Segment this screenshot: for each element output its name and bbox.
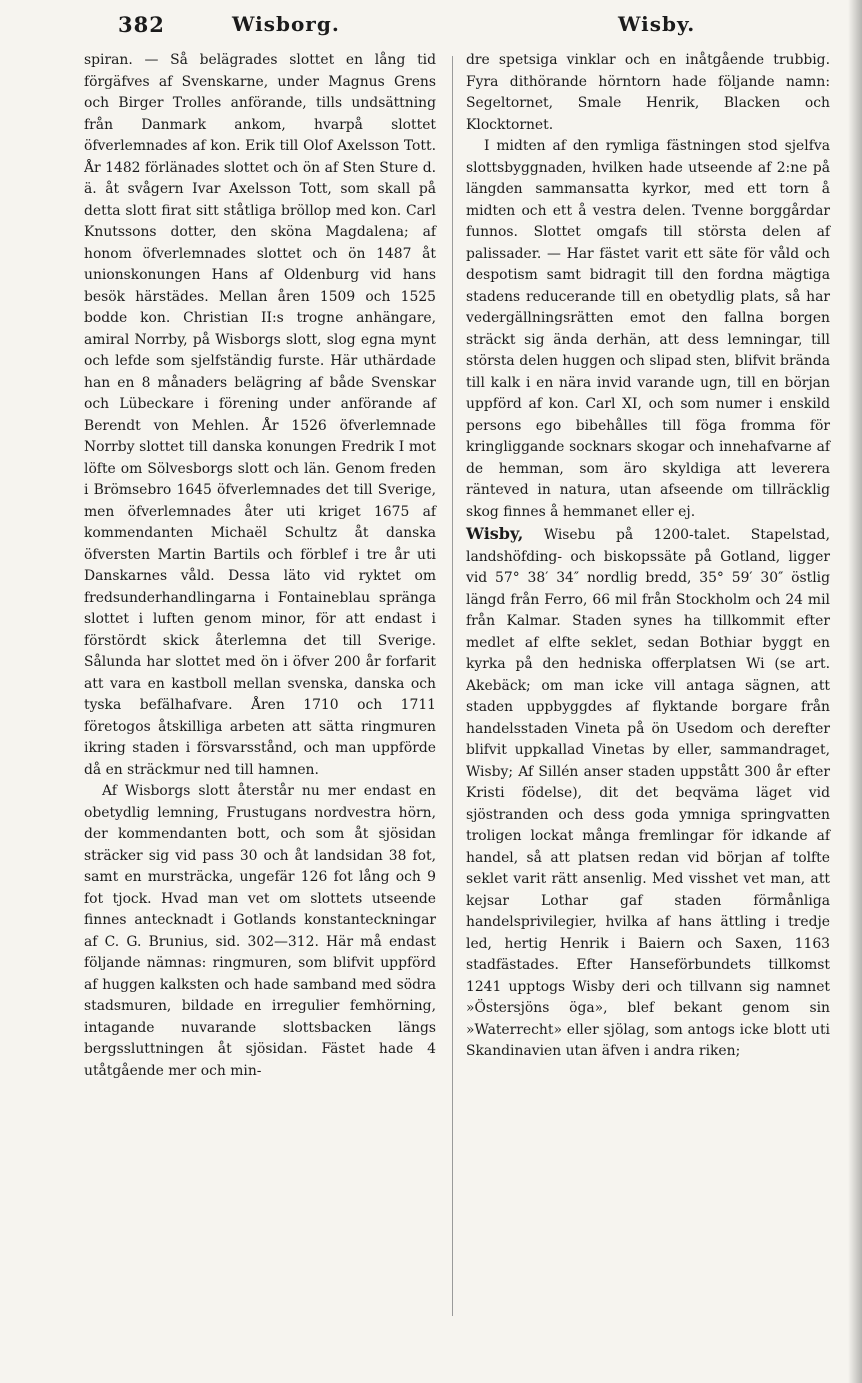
page-number: 382 [118, 12, 165, 37]
running-header [0, 12, 862, 40]
page-edge-shadow [848, 0, 862, 1383]
right-paragraph-2: I midten af den rymliga fästningen stod sjelfva slottsbyggnaden, hvilken hade utseende af 2:ne på längden sammansatta kyrkor, med ett torn å midten och ett å vestra delen. Tvenne borggårdar funnos. Slottet omgafs till största delen af palissader. — Har fästet varit ett säte för våld och despotism samt bidragit till den fordna mägtiga stadens reducerande till en obetydlig plats, så har vedergällningsrätten emot den fallna borgen sträckt sig ända derhän, att dess lemningar, till största delen huggen och slipad sten, blifvit brända till kalk i en nära invid varande ugn, till en början uppförd af kon. Carl XI, och som numer i enskild persons ego bibehålles till föga fromma för kringliggande socknars skogar och innehafvarne af de hemman, som äro skyldiga att leverera ränteved in natura, utan afseende om tillräcklig skog finnes å hemmanet eller ej. [466, 138, 830, 520]
left-column [84, 50, 436, 1082]
right-column [466, 50, 830, 1063]
column-divider [452, 56, 453, 1316]
left-paragraph-2: Af Wisborgs slott återstår nu mer endast en obetydlig lemning, Frustugans nordvestra hörn, der kommendanten bott, och som åt sjösidan sträcker sig vid pass 30 och åt landsidan 38 fot, samt en mursträcka, ungefär 126 fot lång och 9 fot tjock. Hvad man vet om slottets utseende finnes antecknadt i Gotlands konstanteckningar af C. G. Brunius, sid. 302—312. Här må endast följande nämnas: ringmuren, som blifvit uppförd af huggen kalksten och hade samband med södra stadsmuren, bildade en irregulier femhörning, intagande nuvarande slottsbacken längs bergssluttningen åt sjösidan. Fästet hade 4 utåtgående mer och min- [84, 783, 436, 1079]
right-running-head: Wisby. [618, 12, 696, 36]
entry-headword: Wisby, [466, 524, 524, 543]
wisby-entry [466, 523, 830, 1063]
left-running-head: Wisborg. [232, 12, 340, 36]
entry-text: Wisebu på 1200-talet. Stapelstad, landshöfding- och biskopssäte på Gotland, ligger vid 57° 38′ 34″ nordlig bredd, 35° 59′ 30″ östlig längd från Ferro, 66 mil från Stockholm och 24 mil från Kalmar. Staden synes ha tillkommit efter medlet af elfte seklet, sedan Bothiar byggt en kyrka på den hedniska offerplatsen Wi (se art. Akebäck; om man icke vill antaga sägnen, att staden uppbyggdes af flyktande borgare från handelsstaden Vineta på ön Usedom och derefter blifvit uppkallad Vinetas by eller, sammandraget, Wisby; Af Sillén anser staden uppstått 300 år efter Kristi födelse), dit det beqväma läget vid sjöstranden och dess goda ymniga springvatten troligen lockat många fremlingar för idkande af handel, så att platsen redan vid början af tolfte seklet varit rätt ansenlig. Med visshet vet man, att kejsar Lothar gaf staden förmånliga handelsprivilegier, hvilka af hans ättling i tredje led, hertig Henrik i Baiern och Saxen, 1163 stadfästades. Efter Hanseförbundets tillkomst 1241 upptogs Wisby deri och tillvann sig namnet »Östersjöns öga», blef bekant genom sin »Waterrecht» eller sjölag, som antogs icke blott uti Skandinavien utan äfven i andra riken; [466, 527, 830, 1059]
left-paragraph-1: spiran. — Så belägrades slottet en lång tid förgäfves af Svenskarne, under Magnus Grens och Birger Trolles anförande, tills undsättning från Danmark ankom, hvarpå slottet öfverlemnades af kon. Erik till Olof Axelsson Tott. År 1482 förlänades slottet och ön af Sten Sture d. ä. åt svågern Ivar Axelsson Tott, som skall på detta slott firat sitt ståtliga bröllop med kon. Carl Knutssons dotter, den sköna Magdalena; af honom öfverlemnades slottet och ön 1487 åt unionskonungen Hans af Oldenburg vid hans besök härstädes. Mellan åren 1509 och 1525 bodde kon. Christian II:s trogne anhängare, amiral Norrby, på Wisborgs slott, slog egna mynt och lefde som sjelfständig furste. Här uthärdade han en 8 månaders belägring af både Svenskar och Lübeckare i förening under anförande af Berendt von Mehlen. År 1526 öfverlemnade Norrby slottet till danska konungen Fredrik I mot löfte om Sölvesborgs slott och län. Genom freden i Brömsebro 1645 öfverlemnades det till Sverige, men öfverlemnades åter uti kriget 1675 af kommendanten Michaël Schultz åt danska öfversten Martin Bartils och förblef i tre år uti Danskarnes våld. Dessa läto vid ryktet om fredsunderhandlingarna i Fontaineblau spränga slottet i luften genom minor, för att endast i förstördt skick återlemna det till Sverige. Sålunda har slottet med ön i öfver 200 år forfarit att vara en kastboll mellan svenska, danska och tyska befälhafvare. Åren 1710 och 1711 företogos åtskilliga arbeten att sätta ringmuren ikring staden i försvarsstånd, och man uppförde då en sträckmur ned till hamnen. [84, 52, 436, 778]
right-paragraph-1: dre spetsiga vinklar och en inåtgående trubbig. Fyra dithörande hörntorn hade följande namn: Segeltornet, Smale Henrik, Blacken och Klocktornet. [466, 52, 830, 133]
